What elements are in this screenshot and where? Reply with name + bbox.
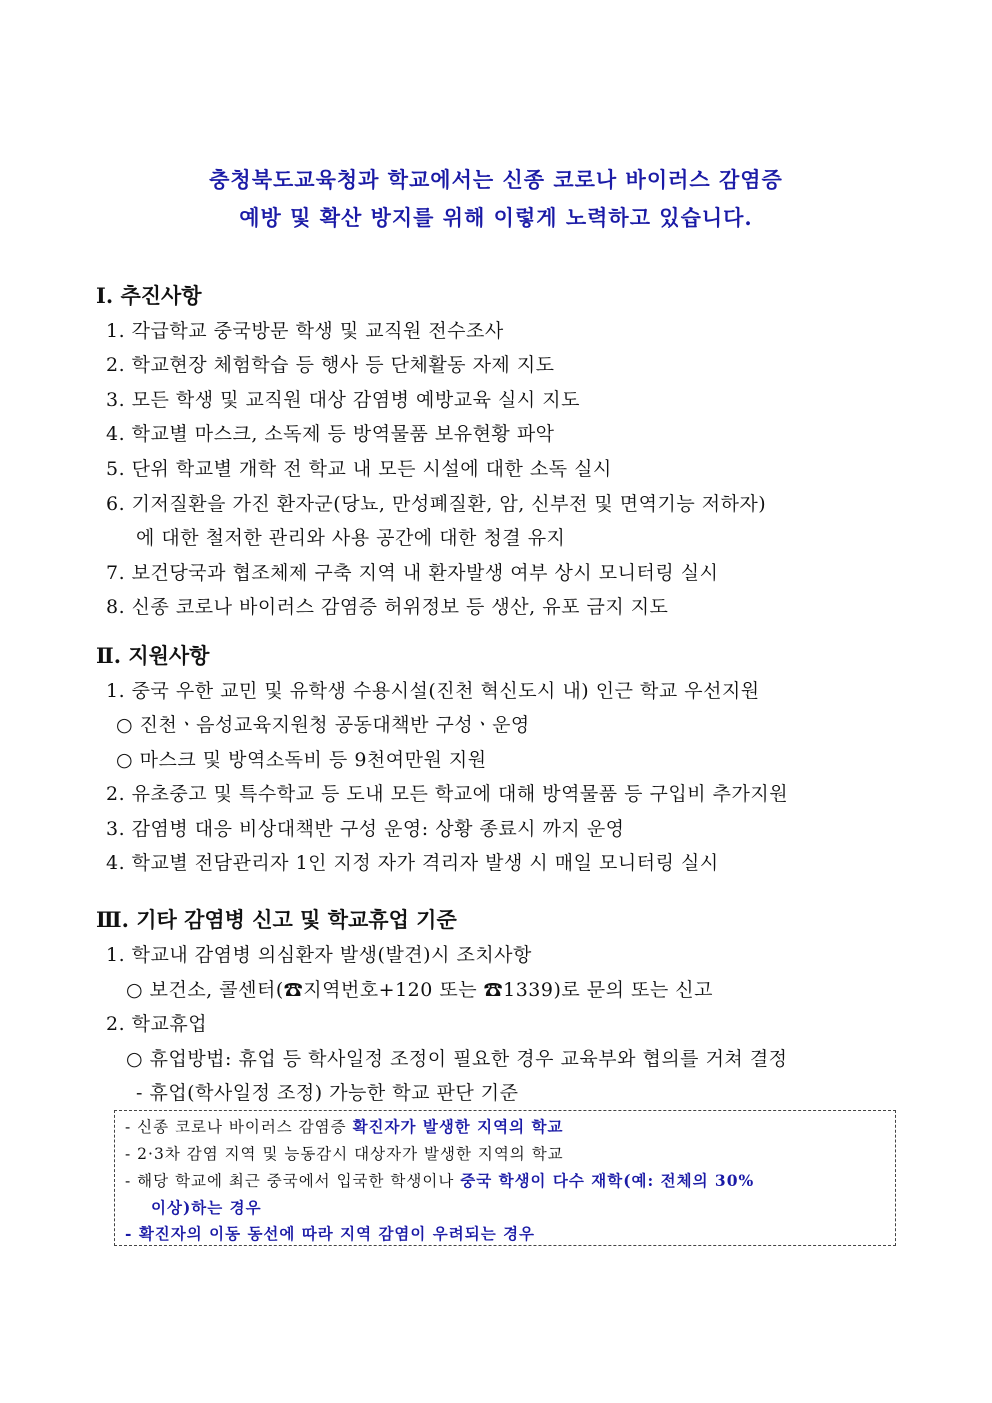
other-subitem-report: ○ 보건소, 콜센터(☎지역번호+120 또는 ☎1339)로 문의 또는 신고 <box>126 979 713 1001</box>
support-item-1: 1. 중국 우한 교민 및 유학생 수용시설(진천 혁신도시 내) 인근 학교 우선지원 <box>106 680 760 702</box>
criteria-line-3-text: - 해당 학교에 최근 중국에서 입국한 학생이나 <box>125 1172 461 1190</box>
criteria-line-1-text: - 신종 코로나 바이러스 감염증 <box>125 1118 353 1136</box>
closure-criteria-box <box>114 1110 896 1246</box>
other-item-1: 1. 학교내 감염병 의심환자 발생(발견)시 조치사항 <box>106 944 532 966</box>
promotion-item-5: 5. 단위 학교별 개학 전 학교 내 모든 시설에 대한 소독 실시 <box>106 458 612 480</box>
section-heading-other: Ⅲ. 기타 감염병 신고 및 학교휴업 기준 <box>96 907 457 932</box>
other-subitem-closure-method: ○ 휴업방법: 휴업 등 학사일정 조정이 필요한 경우 교육부와 협의를 거쳐 결정 <box>126 1048 788 1070</box>
support-subitem-2: ○ 마스크 및 방역소독비 등 9천여만원 지원 <box>116 749 487 771</box>
support-subitem-1: ○ 진천ㆍ음성교육지원청 공동대책반 구성ㆍ운영 <box>116 714 530 736</box>
other-subitem-closure-criteria: - 휴업(학사일정 조정) 가능한 학교 판단 기준 <box>136 1082 519 1104</box>
criteria-line-1-highlight: 확진자가 발생한 지역의 학교 <box>352 1117 564 1136</box>
criteria-line-3 <box>125 1169 754 1191</box>
criteria-line-5: - 확진자의 이동 동선에 따라 지역 감염이 우려되는 경우 <box>125 1224 536 1243</box>
promotion-item-4: 4. 학교별 마스크, 소독제 등 방역물품 보유현황 파악 <box>106 423 555 445</box>
promotion-item-1: 1. 각급학교 중국방문 학생 및 교직원 전수조사 <box>106 320 504 342</box>
promotion-item-7: 7. 보건당국과 협조체제 구축 지역 내 환자발생 여부 상시 모니터링 실시 <box>106 562 719 584</box>
support-item-4: 4. 학교별 전담관리자 1인 지정 자가 격리자 발생 시 매일 모니터링 실시 <box>106 852 719 874</box>
promotion-item-8: 8. 신종 코로나 바이러스 감염증 허위정보 등 생산, 유포 금지 지도 <box>106 596 669 618</box>
criteria-line-2: - 2·3차 감염 지역 및 능동감시 대상자가 발생한 지역의 학교 <box>125 1145 564 1163</box>
criteria-line-4: 이상)하는 경우 <box>151 1198 262 1217</box>
document-title-line-2: 예방 및 확산 방지를 위해 이렇게 노력하고 있습니다. <box>239 205 753 230</box>
support-item-3: 3. 감염병 대응 비상대책반 구성 운영: 상황 종료시 까지 운영 <box>106 818 625 840</box>
other-item-2: 2. 학교휴업 <box>106 1013 208 1035</box>
document-title-line-1: 충청북도교육청과 학교에서는 신종 코로나 바이러스 감염증 <box>209 167 783 192</box>
promotion-item-2: 2. 학교현장 체험학습 등 행사 등 단체활동 자제 지도 <box>106 354 555 376</box>
promotion-item-6: 6. 기저질환을 가진 환자군(당뇨, 만성폐질환, 암, 신부전 및 면역기능 저하자) <box>106 493 767 515</box>
section-heading-promotion: Ⅰ. 추진사항 <box>96 283 202 308</box>
section-heading-support: Ⅱ. 지원사항 <box>96 643 210 668</box>
criteria-line-1 <box>125 1115 563 1137</box>
promotion-item-6-continued: 에 대한 철저한 관리와 사용 공간에 대한 청결 유지 <box>136 527 566 549</box>
promotion-item-3: 3. 모든 학생 및 교직원 대상 감염병 예방교육 실시 지도 <box>106 389 580 411</box>
support-item-2: 2. 유초중고 및 특수학교 등 도내 모든 학교에 대해 방역물품 등 구입비 추가지원 <box>106 783 789 805</box>
criteria-line-3-highlight: 중국 학생이 다수 재학(예: 전체의 30% <box>460 1171 755 1190</box>
